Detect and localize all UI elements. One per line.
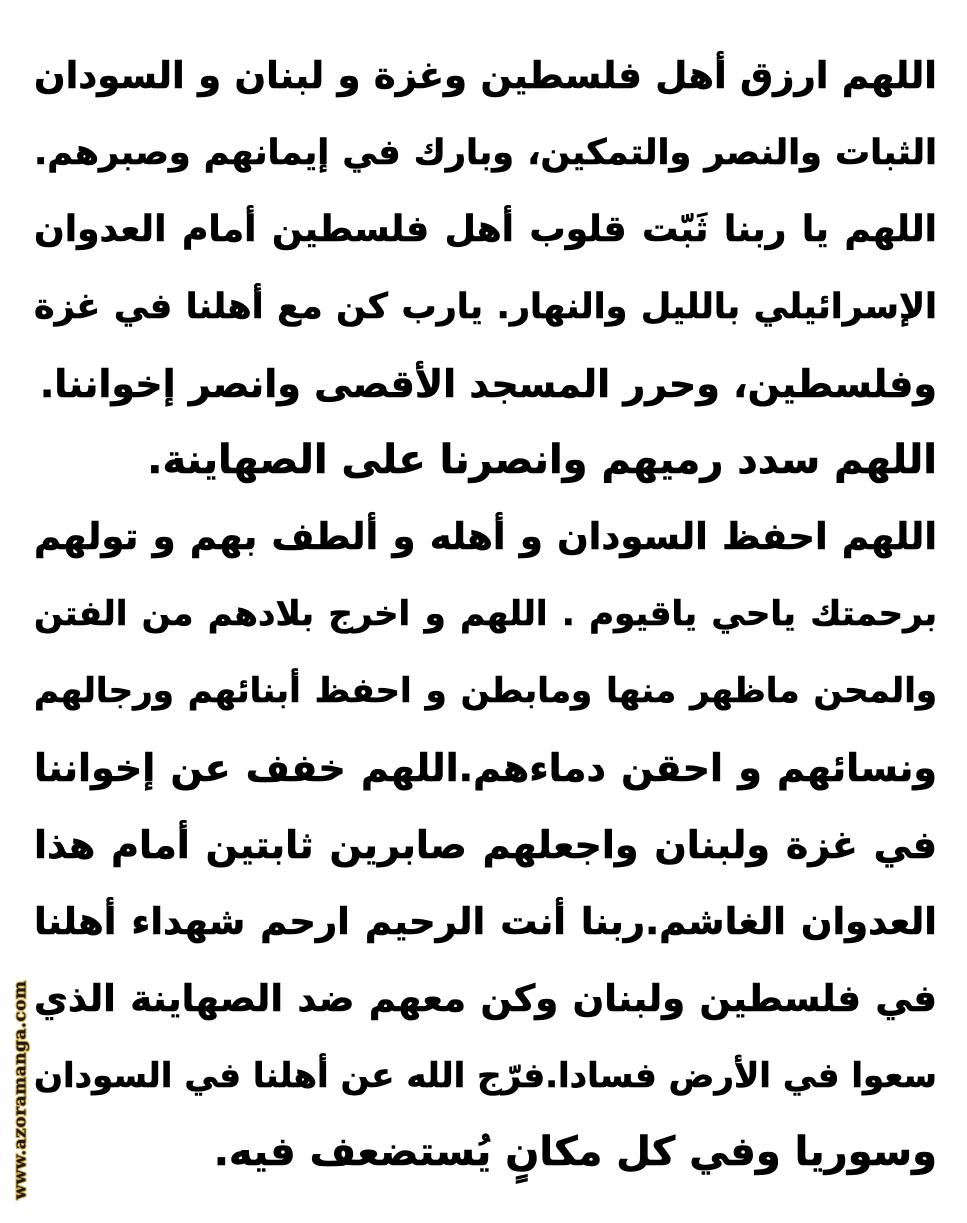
text-line: اللهم يا ربنا ثَبّت قلوب أهل فلسطين أمام العدوان — [34, 208, 937, 250]
text-line: اللهم احفظ السودان و أهله و ألطف بهم و تولهم — [34, 515, 937, 559]
text-line: وفلسطين، وحرر المسجد الأقصى وانصر إخواننا. — [39, 361, 937, 406]
prayer-text-block — [34, 38, 937, 1191]
text-line: الإسرائيلي بالليل والنهار. يارب كن مع أهلنا في غزة — [34, 286, 937, 327]
site-watermark — [4, 960, 36, 1220]
text-line: العدوان الغاشم.ربنا أنت الرحيم ارحم شهداء أهلنا — [34, 899, 937, 943]
text-line: سعوا في الأرض فسادا.فرّج الله عن أهلنا في السودان — [34, 1055, 937, 1096]
text-line: في فلسطين ولبنان وكن معهم ضد الصهاينة الذي — [34, 976, 937, 1020]
watermark-text: www.azoramanga.com — [10, 980, 31, 1200]
text-line: برحمتك ياحي ياقيوم . اللهم و اخرج بلادهم من الفتن — [34, 594, 937, 635]
text-line: والمحن ماظهر منها ومابطن و احفظ أبنائهم ورجالهم — [34, 671, 937, 712]
text-line: في غزة ولبنان واجعلهم صابرين ثابتين أمام هذا — [34, 822, 937, 867]
text-line: وسوريا وفي كل مكانٍ يُستضعف فيه. — [213, 1129, 937, 1176]
text-line: اللهم سدد رميهم وانصرنا على الصهاينة. — [147, 437, 937, 484]
text-line: الثبات والنصر والتمكين، وبارك في إيمانهم وصبرهم. — [34, 132, 937, 173]
text-line: اللهم ارزق أهل فلسطين وغزة و لبنان و السودان — [34, 54, 937, 97]
text-line: ونسائهم و احقن دماءهم.اللهم خفف عن إخواننا — [34, 746, 937, 791]
